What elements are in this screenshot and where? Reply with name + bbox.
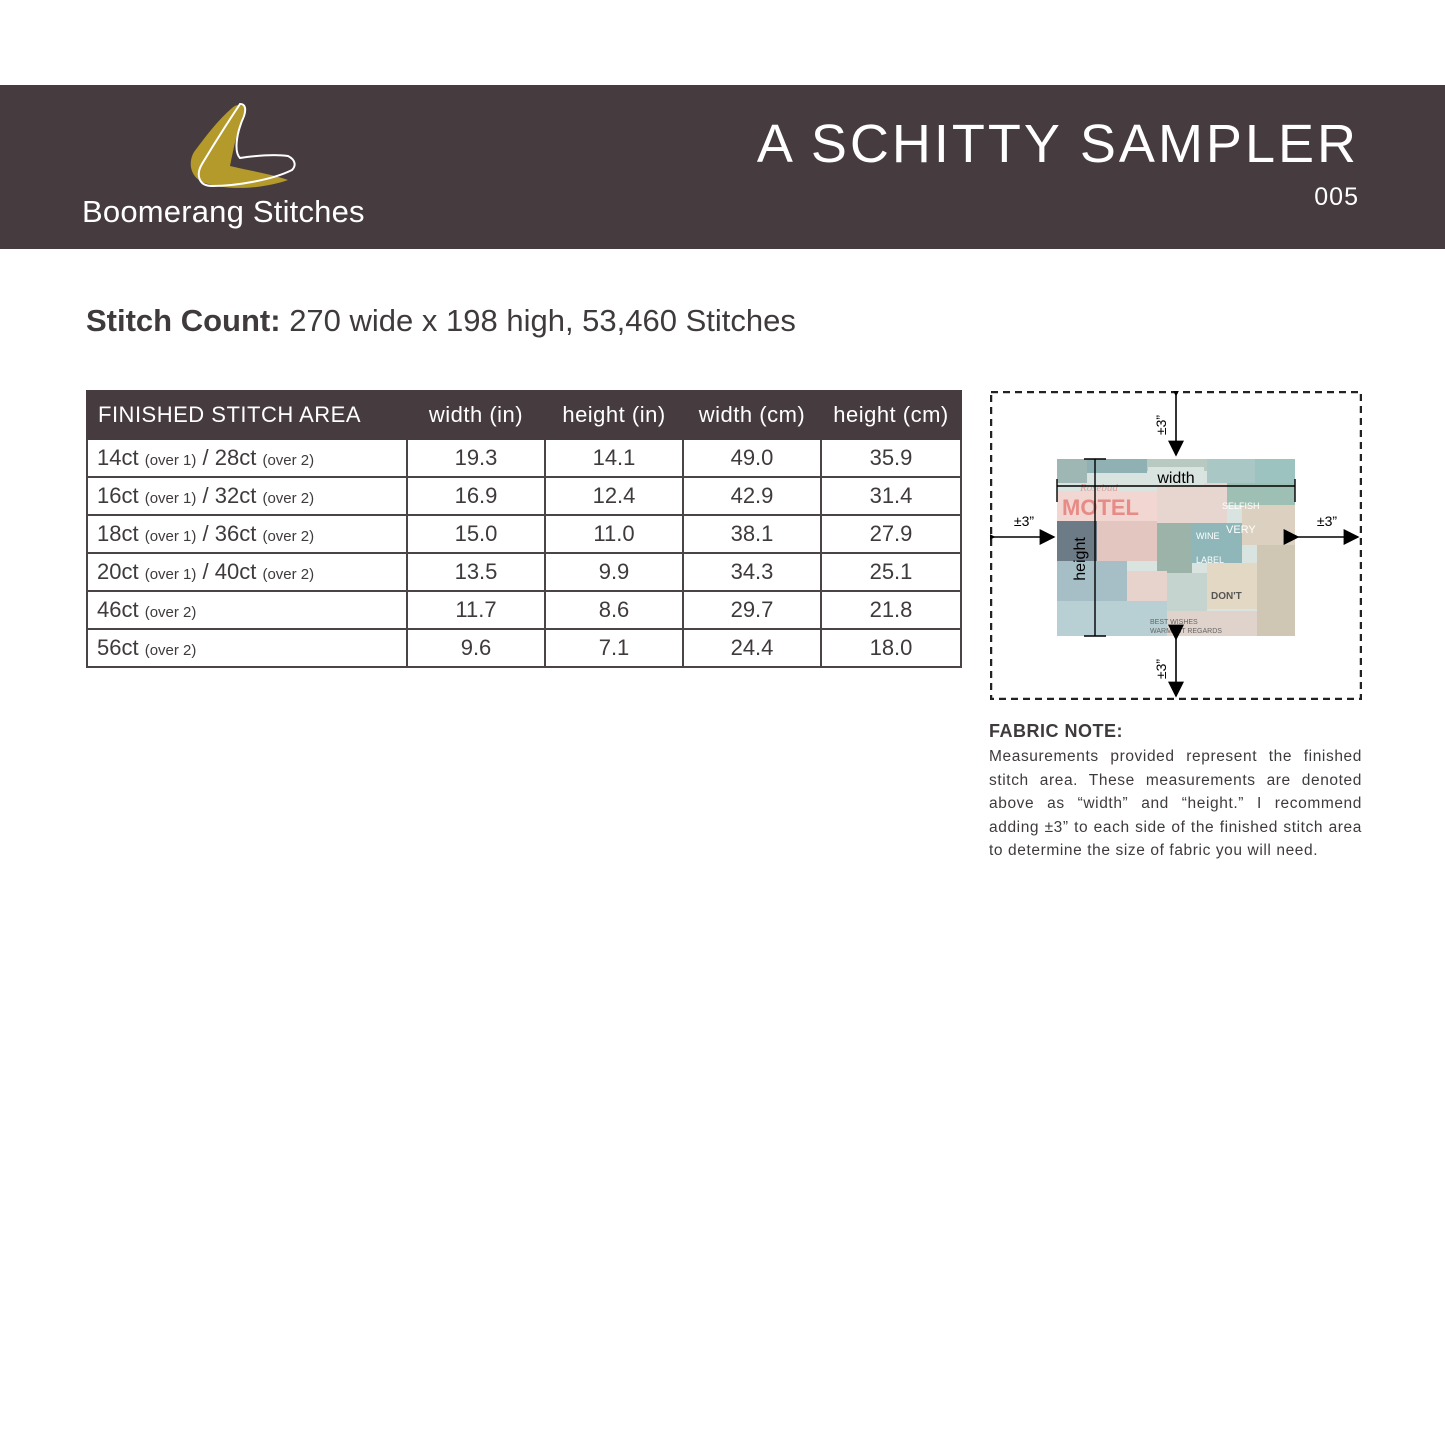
width-cm-cell: 24.4	[683, 629, 821, 667]
over-note: (over 2)	[144, 604, 197, 621]
column-header: height (in)	[545, 391, 683, 439]
over-note: (over 2)	[262, 490, 315, 507]
fabric-count-cell	[87, 477, 407, 515]
fabric-count: 32ct	[214, 483, 257, 508]
table-row	[87, 515, 961, 553]
width-in-cell: 19.3	[407, 439, 545, 477]
fabric-note-title: FABRIC NOTE:	[989, 721, 1123, 741]
height-label: height	[1072, 537, 1089, 581]
over-note: (over 2)	[262, 566, 315, 583]
left-margin-label: ±3”	[1013, 513, 1035, 529]
height-cm-cell: 31.4	[821, 477, 961, 515]
separator: /	[196, 483, 215, 508]
top-margin-arrow	[1153, 395, 1176, 455]
fabric-count: 20ct	[97, 559, 139, 584]
stitch-count-label: Stitch Count:	[86, 303, 281, 338]
preview-text: VERY	[1226, 524, 1256, 536]
height-in-cell: 11.0	[545, 515, 683, 553]
height-cm-cell: 35.9	[821, 439, 961, 477]
stitch-count	[86, 303, 796, 339]
width-in-cell: 9.6	[407, 629, 545, 667]
width-label: width	[1157, 470, 1195, 487]
fabric-size-diagram	[990, 391, 1362, 700]
width-cm-cell: 29.7	[683, 591, 821, 629]
width-in-cell: 13.5	[407, 553, 545, 591]
over-note: (over 1)	[144, 490, 197, 507]
column-header: FINISHED STITCH AREA	[87, 391, 407, 439]
separator: /	[196, 559, 215, 584]
width-in-cell: 11.7	[407, 591, 545, 629]
top-margin-label: ±3”	[1153, 414, 1169, 436]
brand-name: Boomerang Stitches	[82, 194, 365, 229]
height-in-cell: 14.1	[545, 439, 683, 477]
page-title: A SCHITTY SAMPLER	[756, 114, 1359, 174]
height-in-cell: 7.1	[545, 629, 683, 667]
fabric-count: 36ct	[214, 521, 257, 546]
table-row	[87, 591, 961, 629]
bottom-margin-label: ±3”	[1153, 658, 1169, 680]
width-cm-cell: 49.0	[683, 439, 821, 477]
fabric-count-cell	[87, 439, 407, 477]
fabric-count: 28ct	[214, 445, 257, 470]
table-row	[87, 629, 961, 667]
column-header: width (cm)	[683, 391, 821, 439]
height-cm-cell: 25.1	[821, 553, 961, 591]
preview-text: SELFISH	[1222, 501, 1260, 511]
table-header-row	[87, 391, 961, 439]
preview-text: BEST WISHES	[1150, 619, 1198, 626]
fabric-note-body: Measurements provided represent the finished stitch area. These measurements are denoted above as “width” and “height.” I recommend adding ±3” to each side of the finished stitch area to determine the size of fabric you will need.	[989, 748, 1362, 860]
left-margin-arrow	[994, 513, 1054, 537]
fabric-count: 40ct	[214, 559, 257, 584]
separator: /	[196, 521, 215, 546]
fabric-count-cell	[87, 629, 407, 667]
preview-text: DON'T	[1211, 591, 1242, 602]
fabric-count-cell	[87, 515, 407, 553]
preview-text: LABEL	[1196, 555, 1225, 565]
right-margin-label: ±3”	[1316, 513, 1338, 529]
over-note: (over 2)	[262, 528, 315, 545]
bottom-margin-arrow	[1153, 639, 1176, 696]
boomerang-logo-icon	[188, 100, 300, 192]
over-note: (over 1)	[144, 528, 197, 545]
separator: /	[196, 445, 215, 470]
height-in-cell: 9.9	[545, 553, 683, 591]
preview-text: Rosebud	[1080, 482, 1118, 494]
fabric-count: 14ct	[97, 445, 139, 470]
height-in-cell: 8.6	[545, 591, 683, 629]
over-note: (over 1)	[144, 452, 197, 469]
finished-size-table	[86, 390, 962, 668]
table-row	[87, 477, 961, 515]
pattern-number: 005	[1314, 183, 1359, 211]
stitch-count-value: 270 wide x 198 high, 53,460 Stitches	[280, 303, 796, 338]
preview-text: WARMEST REGARDS	[1150, 628, 1222, 635]
table-row	[87, 439, 961, 477]
height-cm-cell: 21.8	[821, 591, 961, 629]
height-cm-cell: 27.9	[821, 515, 961, 553]
height-in-cell: 12.4	[545, 477, 683, 515]
height-cm-cell: 18.0	[821, 629, 961, 667]
over-note: (over 1)	[144, 566, 197, 583]
fabric-count: 16ct	[97, 483, 139, 508]
preview-text: WINE	[1196, 531, 1220, 541]
over-note: (over 2)	[144, 642, 197, 659]
width-in-cell: 15.0	[407, 515, 545, 553]
over-note: (over 2)	[262, 452, 315, 469]
fabric-count: 18ct	[97, 521, 139, 546]
column-header: width (in)	[407, 391, 545, 439]
preview-text: MOTEL	[1062, 495, 1139, 520]
width-cm-cell: 42.9	[683, 477, 821, 515]
width-cm-cell: 34.3	[683, 553, 821, 591]
fabric-count-cell	[87, 591, 407, 629]
fabric-count-cell	[87, 553, 407, 591]
fabric-count: 46ct	[97, 597, 139, 622]
column-header: height (cm)	[821, 391, 961, 439]
width-cm-cell: 38.1	[683, 515, 821, 553]
fabric-count: 56ct	[97, 635, 139, 660]
table-row	[87, 553, 961, 591]
width-in-cell: 16.9	[407, 477, 545, 515]
right-margin-arrow	[1298, 513, 1358, 537]
